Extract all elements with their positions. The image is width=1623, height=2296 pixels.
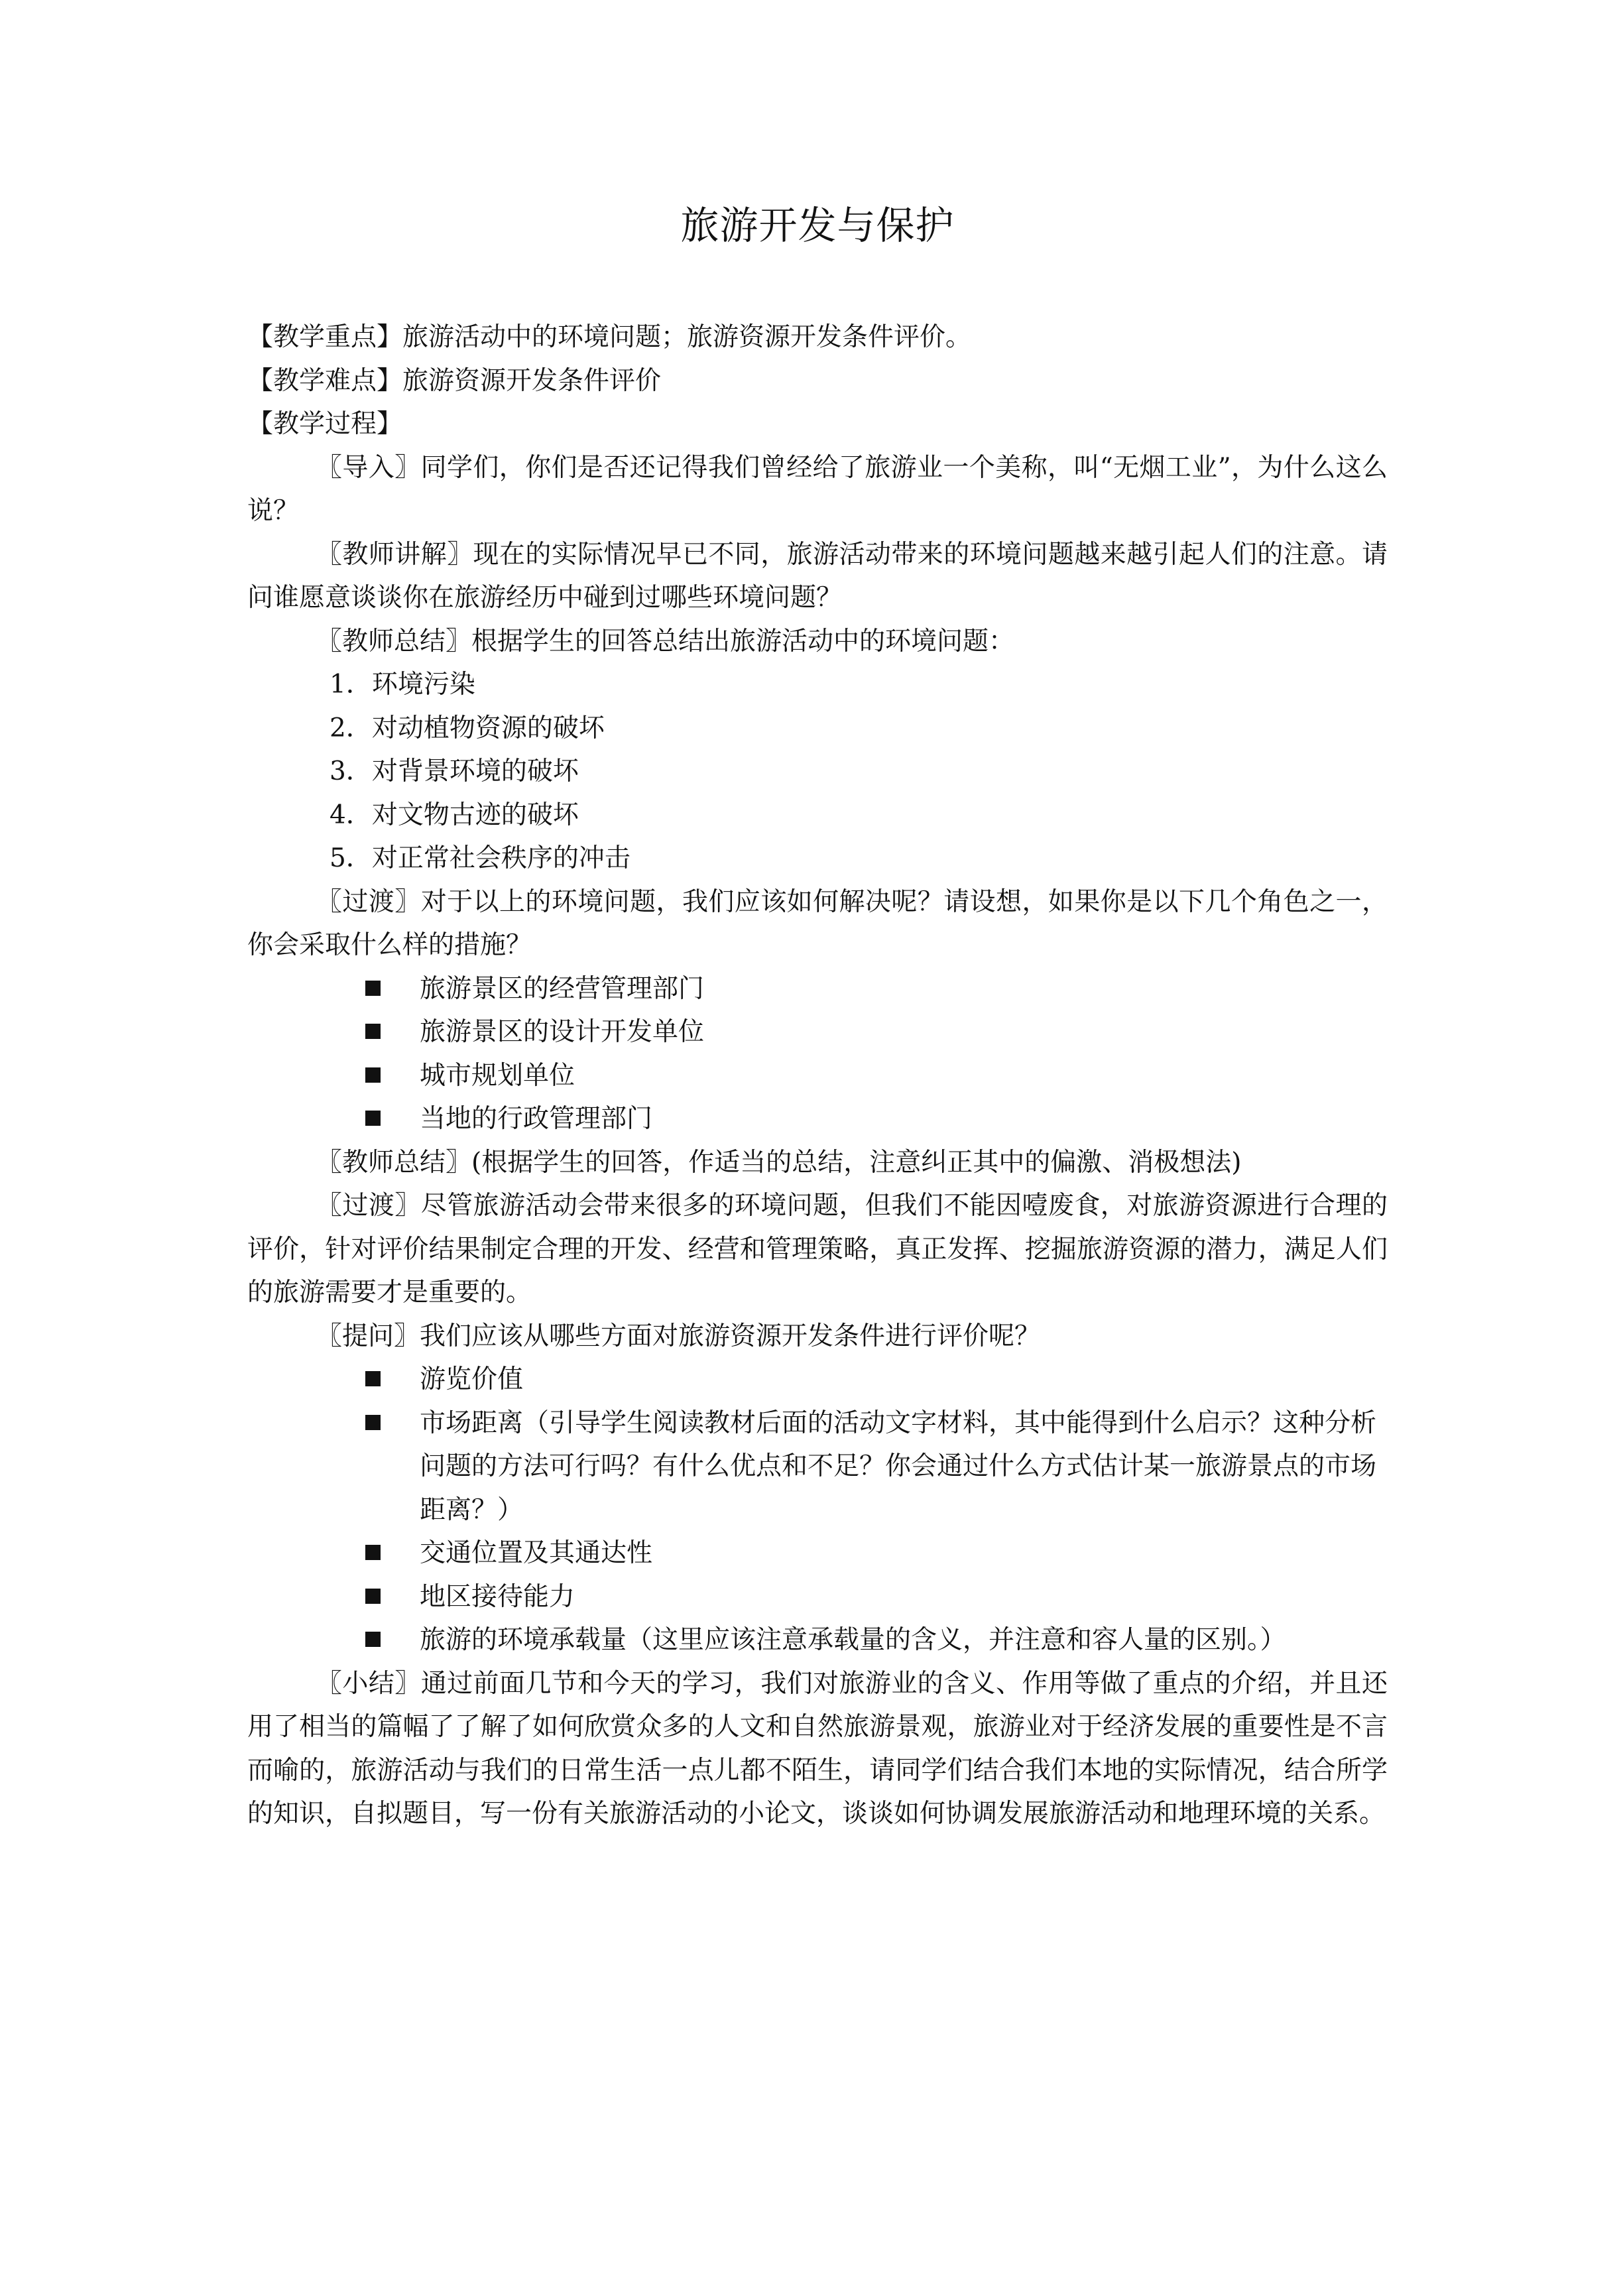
criterion-item xyxy=(247,1402,1388,1532)
problem-item: 4．对文物古迹的破坏 xyxy=(330,800,579,830)
criterion-label: 游览价值 xyxy=(420,1364,524,1394)
bullet-square-icon xyxy=(365,1111,381,1126)
problem-item: 2．对动植物资源的破坏 xyxy=(330,713,605,743)
criterion-label: 旅游的环境承载量（这里应该注意承载量的含义，并注意和容人量的区别。） xyxy=(420,1625,1286,1655)
teaching-difficulty: 【教学难点】旅游资源开发条件评价 xyxy=(247,365,662,396)
teacher-explain-paragraph: 〖教师讲解〗现在的实际情况早已不同，旅游活动带来的环境问题越来越引起人们的注意。请问谁愿意谈谈你在旅游经历中碰到过哪些环境问题？ xyxy=(247,539,1388,613)
role-item xyxy=(247,1054,1388,1098)
transition-paragraph: 〖过渡〗对于以上的环境问题，我们应该如何解决呢？请设想，如果你是以下几个角色之一，你会采取什么样的措施？ xyxy=(247,886,1388,960)
role-item xyxy=(247,1097,1388,1141)
document-title: 旅游开发与保护 xyxy=(680,203,955,248)
teacher-summary-2-paragraph: 〖教师总结〗(根据学生的回答，作适当的总结，注意纠正其中的偏激、消极想法) xyxy=(316,1147,1242,1178)
conclusion-paragraph: 〖小结〗通过前面几节和今天的学习，我们对旅游业的含义、作用等做了重点的介绍，并且还用了相当的篇幅了了解了如何欣赏众多的人文和自然旅游景观，旅游业对于经济发展的重要性是不言而喻的，旅游活动与我们的日常生活一点儿都不陌生，请同学们结合我们本地的实际情况，结合所学的知识，自拟题目，写一份有关旅游活动的小论文，谈谈如何协调发展旅游活动和地理环境的关系。 xyxy=(247,1668,1388,1829)
role-label: 当地的行政管理部门 xyxy=(420,1104,653,1134)
criterion-item xyxy=(247,1532,1388,1575)
criterion-label: 地区接待能力 xyxy=(420,1581,575,1612)
criterion-item xyxy=(247,1575,1388,1619)
teaching-process-heading: 【教学过程】 xyxy=(247,409,403,439)
problem-item: 3．对背景环境的破坏 xyxy=(330,756,579,786)
role-label: 旅游景区的设计开发单位 xyxy=(420,1017,705,1047)
bullet-square-icon xyxy=(365,1024,381,1039)
bullet-square-icon xyxy=(365,1415,381,1430)
role-label: 旅游景区的经营管理部门 xyxy=(420,973,705,1004)
criterion-label: 市场距离（引导学生阅读教材后面的活动文字材料，其中能得到什么启示？这种分析问题的方法可行吗？有什么优点和不足？你会通过什么方式估计某一旅游景点的市场距离？） xyxy=(420,1408,1377,1525)
bullet-square-icon xyxy=(365,1067,381,1083)
criterion-item xyxy=(247,1358,1388,1402)
intro-paragraph: 〖导入〗同学们，你们是否还记得我们曾经给了旅游业一个美称，叫“无烟工业”，为什么这么说？ xyxy=(247,452,1388,526)
criterion-item xyxy=(247,1618,1388,1662)
role-item xyxy=(247,1010,1388,1054)
role-label: 城市规划单位 xyxy=(420,1060,575,1091)
transition-2-paragraph: 〖过渡〗尽管旅游活动会带来很多的环境问题，但我们不能因噎废食，对旅游资源进行合理的评价，针对评价结果制定合理的开发、经营和管理策略，真正发挥、挖掘旅游资源的潜力，满足人们的旅游需要才是重要的。 xyxy=(247,1191,1388,1307)
bullet-square-icon xyxy=(365,1545,381,1560)
bullet-square-icon xyxy=(365,1589,381,1604)
question-paragraph: 〖提问〗我们应该从哪些方面对旅游资源开发条件进行评价呢？ xyxy=(316,1321,1041,1351)
document-page xyxy=(247,199,1388,1836)
bullet-square-icon xyxy=(365,1632,381,1647)
criterion-label: 交通位置及其通达性 xyxy=(420,1538,653,1568)
problem-item: 1．环境污染 xyxy=(330,670,475,699)
teacher-summary-paragraph: 〖教师总结〗根据学生的回答总结出旅游活动中的环境问题： xyxy=(316,626,1015,656)
teaching-focus: 【教学重点】旅游活动中的环境问题；旅游资源开发条件评价。 xyxy=(247,322,972,352)
bullet-square-icon xyxy=(365,981,381,996)
role-item xyxy=(247,967,1388,1011)
bullet-square-icon xyxy=(365,1371,381,1386)
problem-item: 5．对正常社会秩序的冲击 xyxy=(330,843,631,873)
